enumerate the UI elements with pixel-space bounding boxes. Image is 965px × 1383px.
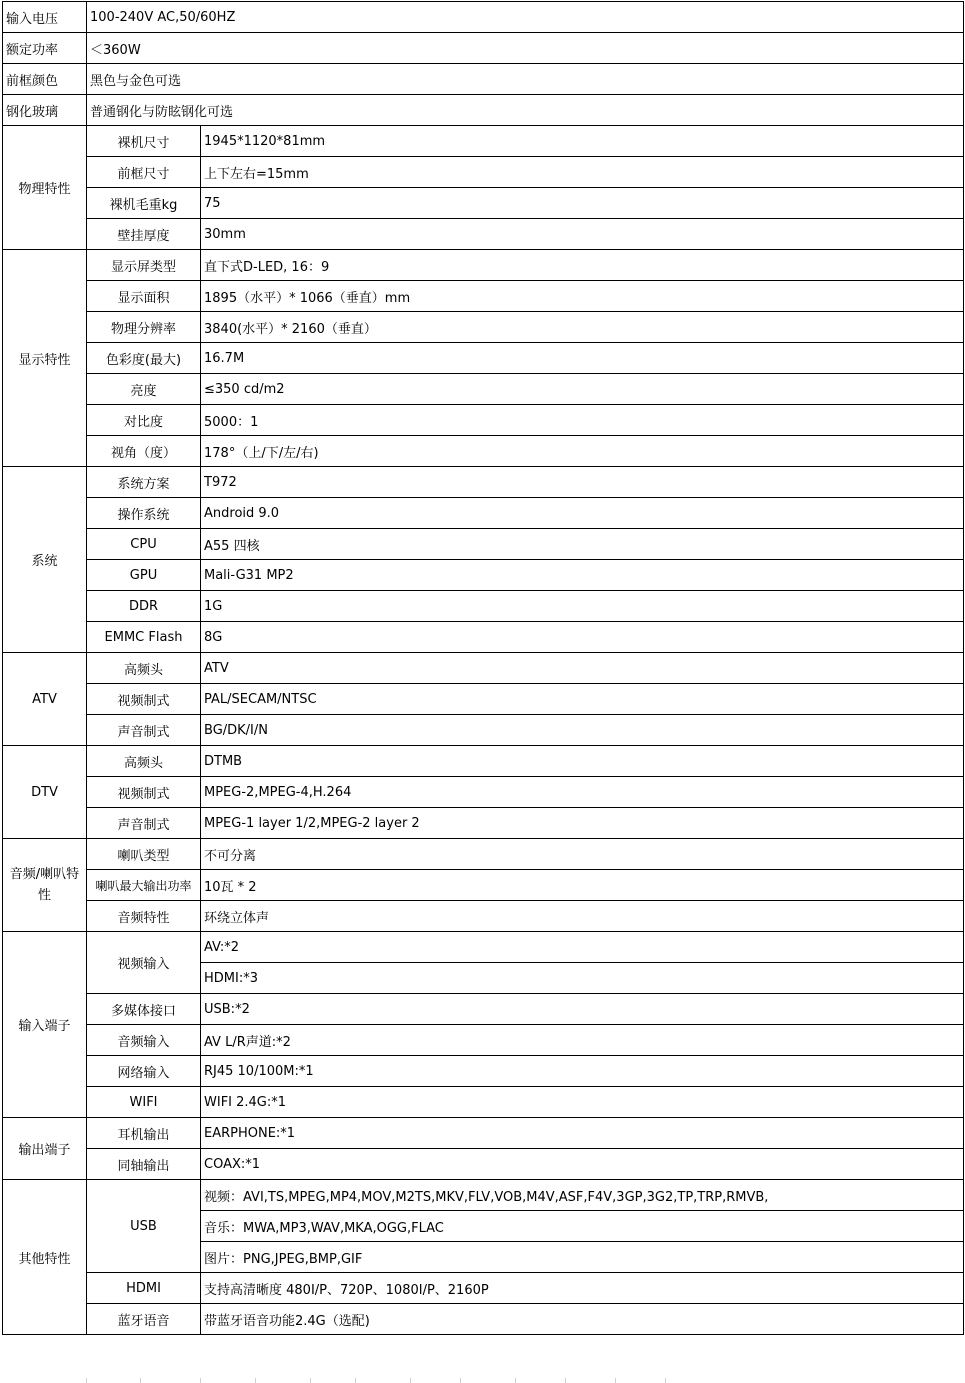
spec-value: 178°（上/下/左/右) bbox=[201, 436, 964, 467]
table-row bbox=[3, 715, 964, 746]
spec-value: AV:*2 bbox=[201, 932, 964, 963]
spec-value: 上下左右=15mm bbox=[201, 157, 964, 188]
spec-label: 音频输入 bbox=[87, 1025, 201, 1056]
spec-label: 显示屏类型 bbox=[87, 250, 201, 281]
section-inputs: 输入端子 bbox=[3, 932, 87, 1118]
spec-value: PAL/SECAM/NTSC bbox=[201, 684, 964, 715]
spec-value: BG/DK/I/N bbox=[201, 715, 964, 746]
table-row bbox=[3, 126, 964, 157]
section-audio: 音频/喇叭特性 bbox=[3, 839, 87, 932]
spec-value: WIFI 2.4G:*1 bbox=[201, 1087, 964, 1118]
section-display: 显示特性 bbox=[3, 250, 87, 467]
spec-label: 前框尺寸 bbox=[87, 157, 201, 188]
spec-value: AV L/R声道:*2 bbox=[201, 1025, 964, 1056]
table-row bbox=[3, 529, 964, 560]
spec-value: EARPHONE:*1 bbox=[201, 1118, 964, 1149]
spec-value: 1945*1120*81mm bbox=[201, 126, 964, 157]
spec-label: 高频头 bbox=[87, 746, 201, 777]
table-row bbox=[3, 1149, 964, 1180]
spec-value: 1895（水平）* 1066（垂直）mm bbox=[201, 281, 964, 312]
spec-label: 系统方案 bbox=[87, 467, 201, 498]
spec-value: 5000：1 bbox=[201, 405, 964, 436]
spec-value: USB:*2 bbox=[201, 994, 964, 1025]
spec-label: DDR bbox=[87, 591, 201, 622]
spec-value: 音乐：MWA,MP3,WAV,MKA,OGG,FLAC bbox=[201, 1211, 964, 1242]
table-row bbox=[3, 1087, 964, 1118]
section-atv: ATV bbox=[3, 653, 87, 746]
spec-label: 声音制式 bbox=[87, 715, 201, 746]
spec-label: WIFI bbox=[87, 1087, 201, 1118]
spec-value: 不可分离 bbox=[201, 839, 964, 870]
gridline-remnant bbox=[0, 1378, 965, 1383]
spec-label: 裸机尺寸 bbox=[87, 126, 201, 157]
spec-label: 蓝牙语音 bbox=[87, 1304, 201, 1335]
table-row bbox=[3, 932, 964, 963]
value-input-voltage: 100-240V AC,50/60HZ bbox=[87, 2, 964, 33]
table-row bbox=[3, 157, 964, 188]
spec-value: ≤350 cd/m2 bbox=[201, 374, 964, 405]
spec-label: 视频制式 bbox=[87, 684, 201, 715]
spec-label: 视角（度） bbox=[87, 436, 201, 467]
spec-value: MPEG-2,MPEG-4,H.264 bbox=[201, 777, 964, 808]
table-row bbox=[3, 219, 964, 250]
value-tempered-glass: 普通钢化与防眩钢化可选 bbox=[87, 95, 964, 126]
spec-label: 喇叭最大输出功率 bbox=[87, 870, 201, 901]
spec-value: T972 bbox=[201, 467, 964, 498]
spec-label: 对比度 bbox=[87, 405, 201, 436]
table-row bbox=[3, 994, 964, 1025]
table-row bbox=[3, 653, 964, 684]
section-dtv: DTV bbox=[3, 746, 87, 839]
spec-label: 耳机输出 bbox=[87, 1118, 201, 1149]
spec-value: 支持高清晰度 480I/P、720P、1080I/P、2160P bbox=[201, 1273, 964, 1304]
spec-label: 网络输入 bbox=[87, 1056, 201, 1087]
spec-table bbox=[2, 1, 964, 1335]
table-row bbox=[3, 777, 964, 808]
spec-label: 亮度 bbox=[87, 374, 201, 405]
table-row bbox=[3, 405, 964, 436]
spec-value: 75 bbox=[201, 188, 964, 219]
table-row bbox=[3, 498, 964, 529]
table-row bbox=[3, 374, 964, 405]
spec-label: 喇叭类型 bbox=[87, 839, 201, 870]
table-row bbox=[3, 188, 964, 219]
spec-label: 操作系统 bbox=[87, 498, 201, 529]
table-row bbox=[3, 343, 964, 374]
spec-value: 环绕立体声 bbox=[201, 901, 964, 932]
spec-label: USB bbox=[87, 1180, 201, 1273]
spec-value: MPEG-1 layer 1/2,MPEG-2 layer 2 bbox=[201, 808, 964, 839]
spec-value: Mali-G31 MP2 bbox=[201, 560, 964, 591]
label-input-voltage: 输入电压 bbox=[3, 2, 87, 33]
table-row bbox=[3, 1304, 964, 1335]
table-row bbox=[3, 622, 964, 653]
spec-label: 物理分辨率 bbox=[87, 312, 201, 343]
table-row bbox=[3, 1025, 964, 1056]
spec-value: A55 四核 bbox=[201, 529, 964, 560]
spec-value: 带蓝牙语音功能2.4G（选配) bbox=[201, 1304, 964, 1335]
table-row bbox=[3, 560, 964, 591]
spec-label: HDMI bbox=[87, 1273, 201, 1304]
spec-label: 裸机毛重kg bbox=[87, 188, 201, 219]
section-outputs: 输出端子 bbox=[3, 1118, 87, 1180]
value-rated-power: ＜360W bbox=[87, 33, 964, 64]
spec-label: 高频头 bbox=[87, 653, 201, 684]
spec-value: COAX:*1 bbox=[201, 1149, 964, 1180]
table-row bbox=[3, 467, 964, 498]
table-row bbox=[3, 1118, 964, 1149]
spec-value: 10瓦 * 2 bbox=[201, 870, 964, 901]
spec-label: 显示面积 bbox=[87, 281, 201, 312]
spec-value: 16.7M bbox=[201, 343, 964, 374]
spec-label: EMMC Flash bbox=[87, 622, 201, 653]
spec-label: 视频输入 bbox=[87, 932, 201, 994]
table-row bbox=[3, 250, 964, 281]
label-bezel-color: 前框颜色 bbox=[3, 64, 87, 95]
spec-value: 3840(水平）* 2160（垂直） bbox=[201, 312, 964, 343]
table-row bbox=[3, 839, 964, 870]
label-tempered-glass: 钢化玻璃 bbox=[3, 95, 87, 126]
spec-label: 色彩度(最大) bbox=[87, 343, 201, 374]
spec-value: Android 9.0 bbox=[201, 498, 964, 529]
spec-label: 同轴输出 bbox=[87, 1149, 201, 1180]
spec-label: CPU bbox=[87, 529, 201, 560]
table-row bbox=[3, 436, 964, 467]
section-system: 系统 bbox=[3, 467, 87, 653]
table-row bbox=[3, 1180, 964, 1211]
table-row bbox=[3, 870, 964, 901]
table-row bbox=[3, 312, 964, 343]
spec-value: 图片：PNG,JPEG,BMP,GIF bbox=[201, 1242, 964, 1273]
spec-value: 视频：AVI,TS,MPEG,MP4,MOV,M2TS,MKV,FLV,VOB,M4V,ASF,F4V,3GP,3G2,TP,TRP,RMVB, bbox=[201, 1180, 964, 1211]
spec-value: HDMI:*3 bbox=[201, 963, 964, 994]
spec-label: 音频特性 bbox=[87, 901, 201, 932]
spec-label: GPU bbox=[87, 560, 201, 591]
section-other: 其他特性 bbox=[3, 1180, 87, 1335]
spec-label: 壁挂厚度 bbox=[87, 219, 201, 250]
spec-value: 直下式D-LED, 16：9 bbox=[201, 250, 964, 281]
row-bezel-color bbox=[3, 64, 964, 95]
spec-label: 视频制式 bbox=[87, 777, 201, 808]
table-row bbox=[3, 746, 964, 777]
spec-value: 8G bbox=[201, 622, 964, 653]
spec-value: RJ45 10/100M:*1 bbox=[201, 1056, 964, 1087]
row-input-voltage bbox=[3, 2, 964, 33]
spec-value: 30mm bbox=[201, 219, 964, 250]
spec-label: 多媒体接口 bbox=[87, 994, 201, 1025]
row-rated-power bbox=[3, 33, 964, 64]
section-physical: 物理特性 bbox=[3, 126, 87, 250]
value-bezel-color: 黑色与金色可选 bbox=[87, 64, 964, 95]
spec-value: ATV bbox=[201, 653, 964, 684]
label-rated-power: 额定功率 bbox=[3, 33, 87, 64]
spec-label: 声音制式 bbox=[87, 808, 201, 839]
table-row bbox=[3, 1273, 964, 1304]
table-row bbox=[3, 281, 964, 312]
table-row bbox=[3, 901, 964, 932]
table-row bbox=[3, 684, 964, 715]
table-row bbox=[3, 808, 964, 839]
row-tempered-glass bbox=[3, 95, 964, 126]
spec-value: DTMB bbox=[201, 746, 964, 777]
table-row bbox=[3, 591, 964, 622]
table-row bbox=[3, 1056, 964, 1087]
spec-value: 1G bbox=[201, 591, 964, 622]
